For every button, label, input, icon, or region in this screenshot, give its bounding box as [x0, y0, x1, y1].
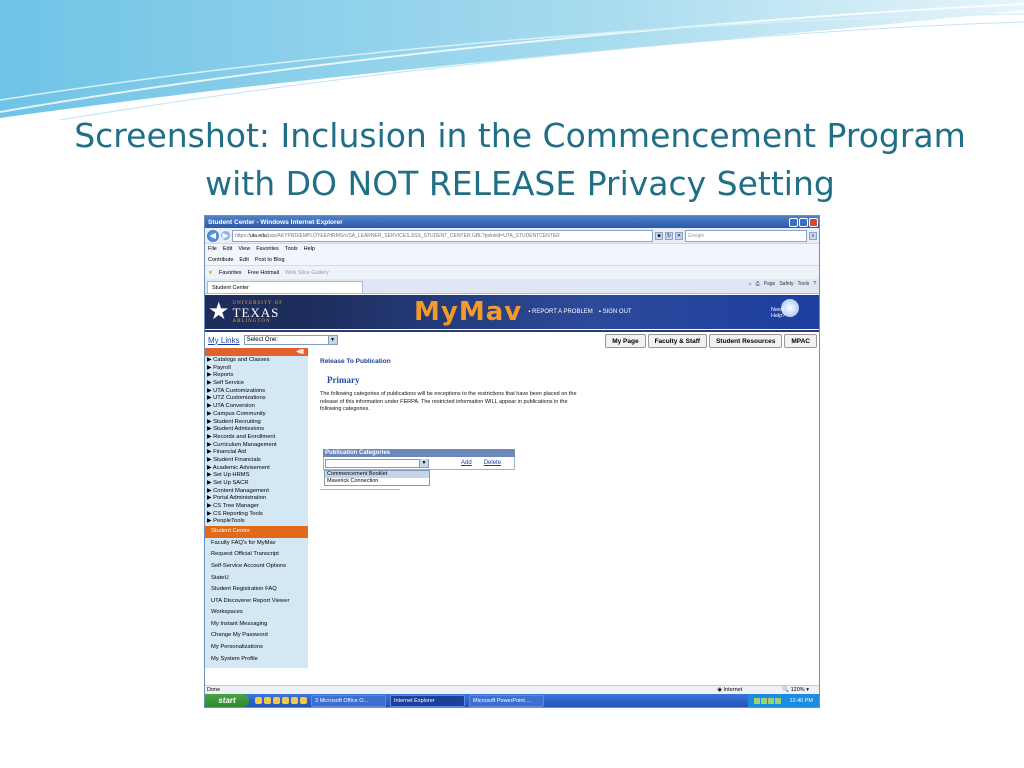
menu-item[interactable]: ▶ Records and Enrollment: [207, 433, 276, 440]
menu-tools[interactable]: Tools: [284, 246, 298, 252]
link-registration-faq[interactable]: Student Registration FAQ: [211, 586, 277, 593]
menu-item[interactable]: ▶ CS Tree Manager: [207, 503, 259, 510]
my-links-label[interactable]: My Links: [208, 335, 240, 345]
link-discoverer-report[interactable]: UTA Discoverer Report Viewer: [211, 597, 290, 604]
collapse-bar[interactable]: [205, 348, 308, 356]
address-bar[interactable]: [232, 230, 653, 242]
search-icon[interactable]: ⌕: [809, 232, 817, 240]
address-host: uta.edu: [250, 232, 267, 239]
menu-item[interactable]: ▶ UTA Conversion: [207, 403, 255, 410]
my-links-select[interactable]: [244, 335, 338, 345]
window-titlebar: [205, 216, 819, 228]
favorites-bar: [205, 266, 819, 279]
page-menu[interactable]: Page: [763, 281, 776, 287]
uta-line1: UNIVERSITY OF: [232, 300, 283, 306]
close-button[interactable]: [809, 218, 818, 227]
uta-logo[interactable]: [205, 295, 304, 329]
browser-window: [204, 215, 820, 708]
menu-item[interactable]: ▶ UTZ Customizations: [207, 395, 266, 402]
menu-item[interactable]: ▶ Student Financials: [207, 456, 261, 463]
report-problem-link[interactable]: ▪ REPORT A PROBLEM: [528, 309, 593, 315]
refresh-icon[interactable]: ↻: [666, 232, 672, 239]
page-title: Release To Publication: [320, 358, 391, 365]
clock: 12:40 PM: [789, 697, 813, 704]
ferpa-description: The following categories of publications will be exceptions to the restrictions that have been placed on the release of this information under FERPA. The restricted information WILL appear in publications in the following categories.: [320, 391, 577, 412]
home-icon[interactable]: ⌂: [748, 281, 752, 287]
menu-item[interactable]: ▶ Campus Community: [207, 410, 266, 417]
need-help-link[interactable]: Need Help?: [771, 307, 786, 319]
web-slice-gallery-link[interactable]: Web Slice Gallery: [285, 269, 329, 276]
menu-item[interactable]: ▶ PeopleTools: [207, 518, 245, 525]
menu-item[interactable]: ▶ Set Up HRMS: [207, 472, 250, 479]
link-instant-messaging[interactable]: My Instant Messaging: [211, 620, 268, 627]
menu-list: [205, 356, 308, 526]
security-zone: ◉ Internet: [717, 687, 743, 693]
status-text: Done: [207, 687, 221, 693]
menu-item[interactable]: ▶ Portal Administration: [207, 495, 267, 502]
system-tray: [748, 694, 819, 707]
category-dropdown-list: [324, 470, 430, 486]
menu-item[interactable]: ▶ Content Management: [207, 487, 269, 494]
link-faculty-faq[interactable]: Faculty FAQ's for MyMav: [211, 539, 276, 546]
slide-wave-banner: [0, 0, 1024, 120]
link-change-password[interactable]: Change My Password: [211, 632, 268, 639]
menu-item[interactable]: ▶ Set Up SACR: [207, 480, 249, 486]
menu-item[interactable]: ▶ Curriculum Management: [207, 441, 277, 448]
menu-item[interactable]: ▶ Student Recruiting: [207, 418, 261, 425]
back-arrow-icon[interactable]: ◀: [207, 230, 219, 242]
nav-my-page[interactable]: My Page: [605, 334, 645, 348]
my-links-select-value: Select One:: [246, 337, 278, 343]
menu-item[interactable]: ▶ Financial Aid: [207, 449, 246, 456]
menu-item[interactable]: ▶ Student Admissions: [207, 426, 264, 433]
link-self-service-account[interactable]: Self-Service Account Options: [211, 562, 287, 569]
nav-student-resources[interactable]: Student Resources: [709, 334, 782, 348]
menu-favorites[interactable]: Favorites: [256, 246, 279, 252]
quick-launch-icon[interactable]: [282, 697, 289, 704]
slide-title: [60, 112, 980, 208]
mymav-logo: MyMav: [414, 297, 523, 327]
task-outlook[interactable]: 3 Microsoft Office O...: [311, 695, 386, 707]
option-maverick-connection[interactable]: Maverick Connection: [327, 478, 379, 484]
menu-help[interactable]: Help: [303, 246, 315, 252]
free-hotmail-link[interactable]: Free Hotmail: [247, 269, 280, 276]
nav-mpac[interactable]: MPAC: [784, 334, 817, 348]
link-personalizations[interactable]: My Personalizations: [211, 644, 263, 651]
chevron-down-icon: ▼: [328, 336, 337, 344]
tray-icon[interactable]: [754, 698, 760, 704]
menu-view[interactable]: View: [238, 246, 251, 252]
uta-line2: TEXAS: [232, 304, 280, 320]
address-prefix: https://: [235, 232, 251, 239]
add-link[interactable]: Add: [461, 460, 472, 466]
status-bar: [205, 685, 819, 694]
stop-icon[interactable]: ✕: [676, 232, 682, 239]
tray-icons: [754, 698, 781, 704]
print-icon[interactable]: ⎙: [755, 281, 760, 287]
section-primary: Primary: [327, 375, 360, 385]
menu-item[interactable]: ▶ UTA Customizations: [207, 387, 266, 394]
collapse-icon[interactable]: ◀▮: [296, 349, 304, 355]
menu-bar: [205, 244, 819, 254]
my-links-bar: [205, 332, 819, 348]
start-button[interactable]: start: [205, 694, 249, 707]
uta-line3: ARLINGTON: [232, 318, 271, 324]
search-input[interactable]: Google: [685, 230, 807, 242]
address-row: [205, 228, 819, 244]
quick-launch-icon[interactable]: [255, 697, 262, 704]
menu-item[interactable]: ▶ Payroll: [207, 364, 231, 371]
links-list: [205, 526, 308, 665]
main-panel: [308, 348, 819, 668]
menu-item[interactable]: ▶ Self Service: [207, 380, 245, 387]
star-icon: ★: [208, 269, 213, 276]
quick-launch-icon[interactable]: [291, 697, 298, 704]
quick-launch: [255, 697, 307, 704]
edit-button[interactable]: Edit: [239, 256, 249, 263]
grid-row: [323, 457, 515, 470]
menu-item[interactable]: ▶ Catalogs and Classes: [207, 357, 270, 363]
menu-item[interactable]: ▶ Reports: [207, 372, 234, 379]
option-commencement-booklet[interactable]: Commencement Booklet: [325, 471, 429, 478]
grid-header: Publication Categories: [323, 449, 515, 457]
quick-launch-icon[interactable]: [273, 697, 280, 704]
tab-bar: [205, 279, 819, 294]
chevron-down-icon: ▼: [419, 459, 428, 467]
minimize-button[interactable]: [789, 218, 798, 227]
contribute-button[interactable]: Contribute: [208, 256, 234, 263]
taskbar: [205, 694, 819, 707]
zoom-level[interactable]: 🔍 120% ▾: [782, 687, 809, 693]
safety-menu[interactable]: Safety: [779, 281, 794, 287]
publication-category-select[interactable]: [325, 459, 429, 468]
link-system-profile[interactable]: My System Profile: [211, 655, 258, 662]
quick-launch-icon[interactable]: [264, 697, 271, 704]
link-student-center[interactable]: Student Center: [205, 526, 308, 538]
forward-arrow-icon[interactable]: ▶: [222, 231, 229, 240]
lock-icon[interactable]: ■: [655, 232, 663, 240]
link-request-transcript[interactable]: Request Official Transcript: [211, 551, 279, 558]
post-to-blog-button[interactable]: Post to Blog: [254, 256, 285, 263]
mymav-banner: [304, 295, 819, 329]
uta-star-icon: ★: [208, 298, 230, 325]
favorites-button[interactable]: Favorites: [218, 269, 242, 276]
tools-menu[interactable]: Tools: [797, 281, 810, 287]
delete-link[interactable]: Delete: [483, 460, 502, 466]
address-path: /psp/AKYPRD/EMPLOYEE/HRMS/c/SA_LEARNER_SERVICES.SSS_STUDENT_CENTER.GBL?pslnkid=UTA_STUDENTCENTER: [266, 232, 560, 239]
maximize-button[interactable]: [799, 218, 808, 227]
menu-file[interactable]: File: [208, 246, 217, 252]
task-powerpoint[interactable]: Microsoft PowerPoint ...: [469, 695, 544, 707]
tab-tools: [749, 281, 816, 287]
slide-title-line2: with DO NOT RELEASE Privacy Setting: [205, 164, 835, 203]
top-nav: [605, 334, 817, 348]
link-workspaces[interactable]: Workspaces: [211, 609, 243, 616]
nav-faculty-staff[interactable]: Faculty & Staff: [648, 334, 708, 348]
sign-out-link[interactable]: ▪ SIGN OUT: [598, 309, 632, 315]
publication-categories-grid: [323, 449, 515, 470]
menu-edit[interactable]: Edit: [222, 246, 233, 252]
tray-icon[interactable]: [775, 698, 781, 704]
tab-student-center[interactable]: Student Center: [207, 281, 363, 293]
command-bar: [205, 254, 819, 266]
help-icon[interactable]: ?: [813, 281, 816, 287]
tray-icon[interactable]: [768, 698, 774, 704]
menu-item[interactable]: ▶ CS Reporting Tools: [207, 510, 263, 517]
slide-title-line1: Screenshot: Inclusion in the Commencement Program: [74, 116, 966, 155]
task-internet-explorer[interactable]: Internet Explorer: [390, 695, 465, 707]
mymav-header: [205, 294, 819, 332]
link-stateu[interactable]: StateU: [211, 574, 229, 581]
button-row-divider: [320, 485, 400, 490]
left-nav: [205, 348, 308, 668]
quick-launch-icon[interactable]: [300, 697, 307, 704]
tray-icon[interactable]: [761, 698, 767, 704]
menu-item[interactable]: ▶ Academic Advisement: [207, 464, 270, 471]
window-title: Student Center - Windows Internet Explorer: [208, 218, 343, 226]
page-content: [205, 348, 819, 668]
globe-icon: ◉: [717, 687, 723, 693]
